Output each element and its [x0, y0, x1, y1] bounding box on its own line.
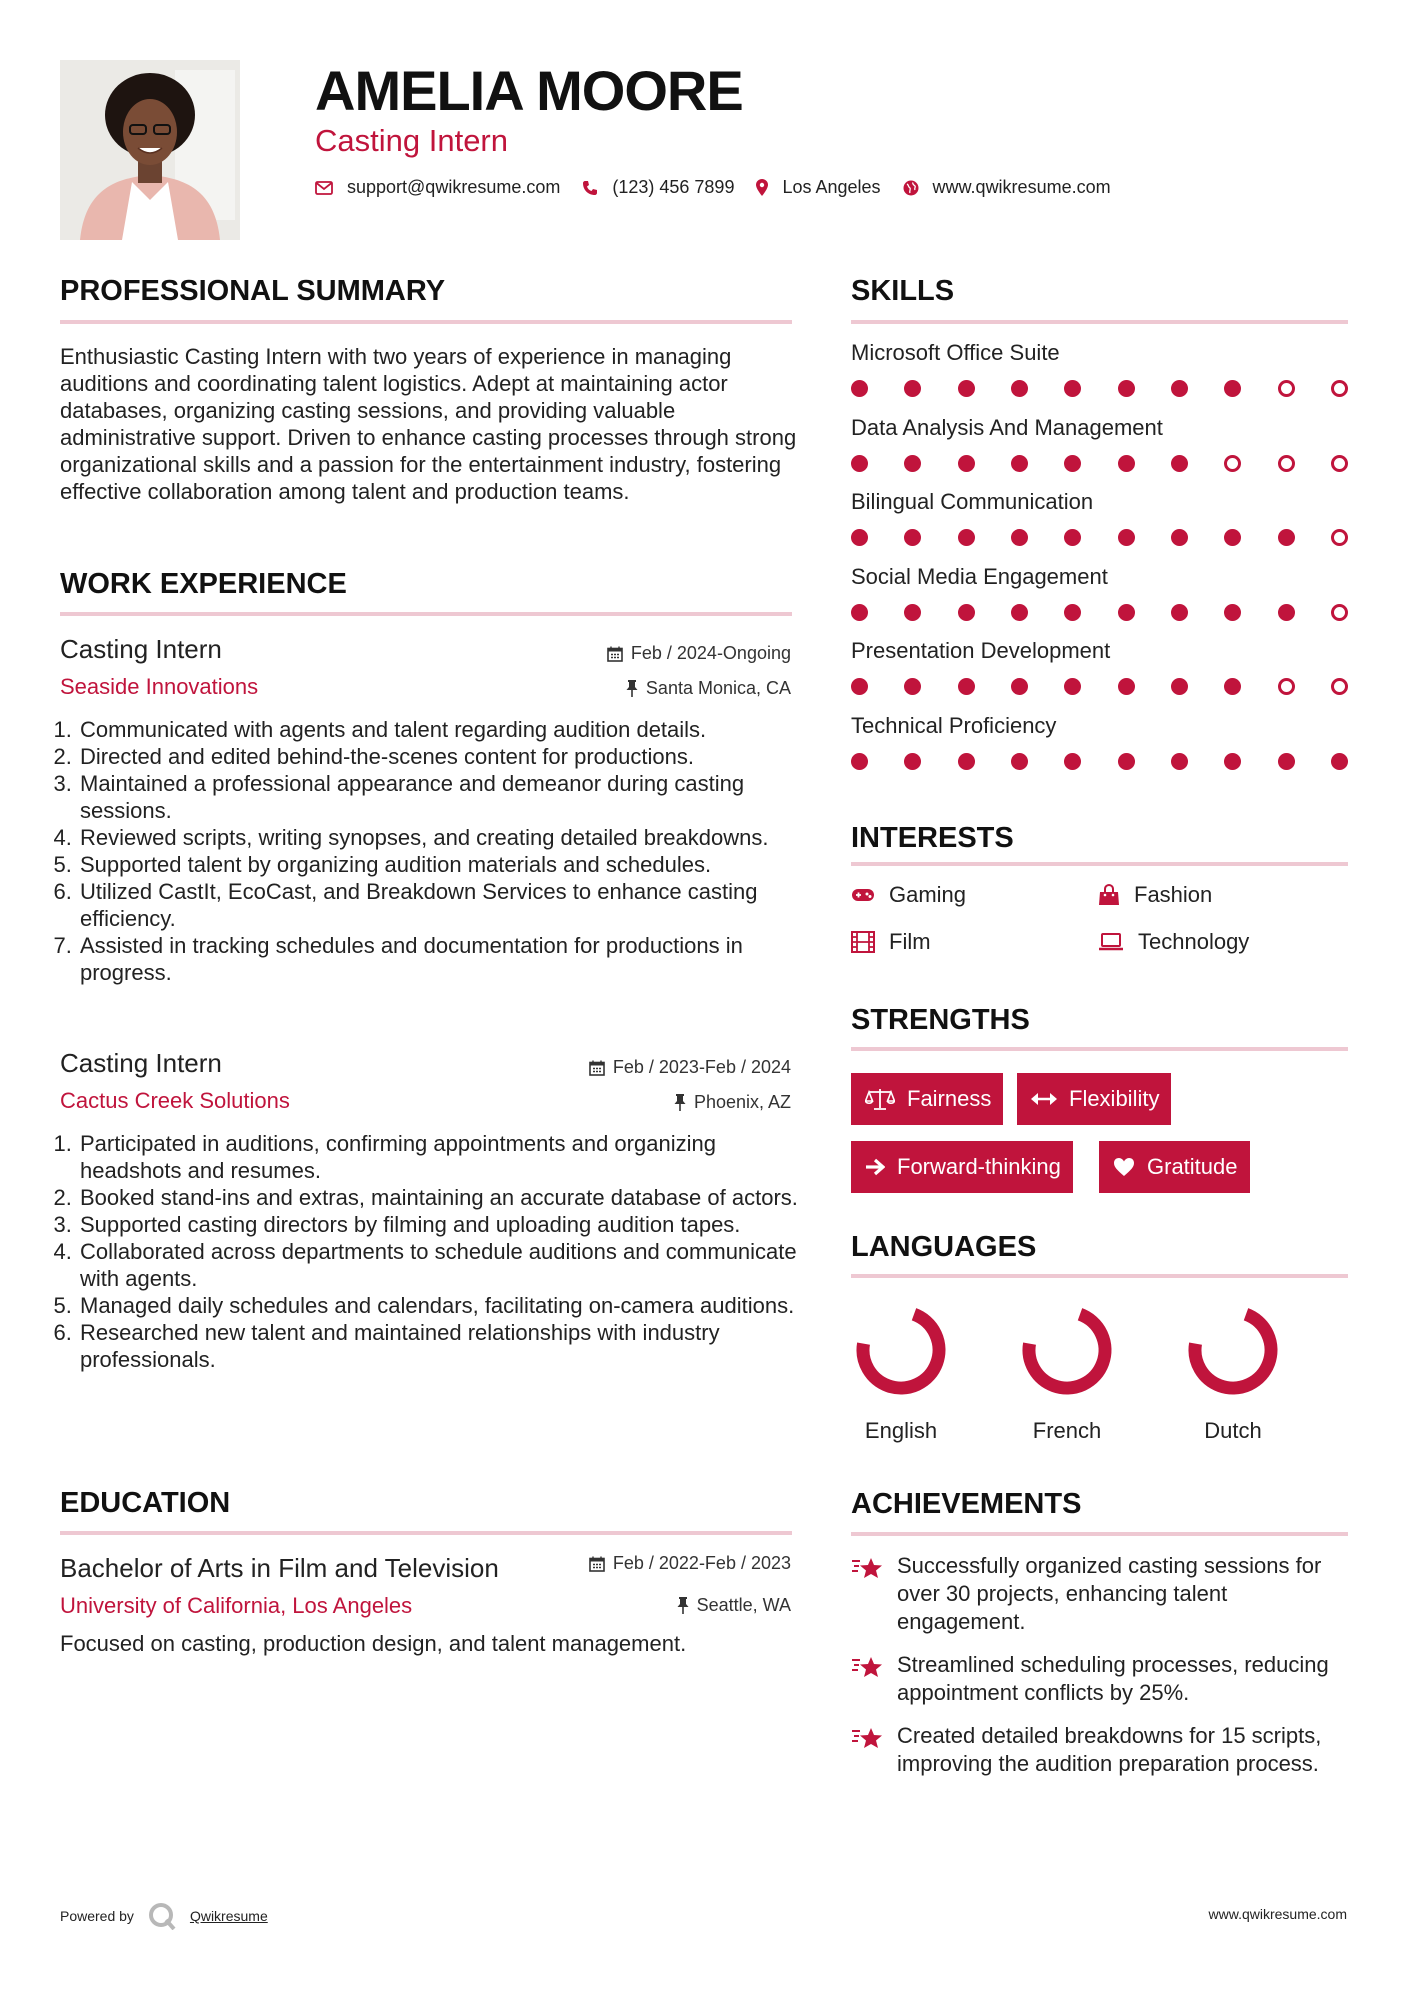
- pushpin-icon: [677, 1597, 689, 1614]
- achievement-text: Streamlined scheduling processes, reducing appointment conflicts by 25%.: [897, 1652, 1329, 1705]
- job-1-dates-text: Feb / 2024-Ongoing: [630, 643, 791, 663]
- heart-icon: [1113, 1157, 1135, 1177]
- achievement-text: Created detailed breakdowns for 15 scripts, improving the audition preparation process.: [897, 1723, 1322, 1776]
- list-item: 6. Utilized CastIt, EcoCast, and Breakdown Services to enhance casting efficiency.: [78, 878, 800, 932]
- rating-dot-filled: [1118, 678, 1135, 695]
- list-item: 2. Directed and edited behind-the-scenes content for productions.: [78, 743, 800, 770]
- contact-email-text: support@qwikresume.com: [347, 177, 561, 197]
- skills-heading: SKILLS: [851, 275, 955, 307]
- skill-name: Social Media Engagement: [851, 563, 1108, 589]
- rating-dot-filled: [1011, 678, 1028, 695]
- rating-dot-filled: [1011, 380, 1028, 397]
- rating-dot-filled: [958, 455, 975, 472]
- skills-rule: [851, 320, 1348, 324]
- language-proficiency-arc: [1184, 1301, 1281, 1398]
- skill-name: Data Analysis And Management: [851, 414, 1163, 440]
- language-proficiency-ring: [851, 1300, 951, 1400]
- language-proficiency-arc: [1018, 1301, 1115, 1398]
- map-pin-icon: [756, 179, 768, 196]
- rating-dot-filled: [851, 753, 868, 770]
- education-description: Focused on casting, production design, and talent management.: [60, 1631, 687, 1656]
- brand-link[interactable]: Qwikresume: [189, 1908, 268, 1924]
- interests-rule: [851, 862, 1348, 866]
- rating-dot-filled: [851, 604, 868, 621]
- arrow-right-icon: [865, 1158, 885, 1176]
- pushpin-icon: [626, 680, 638, 697]
- rating-dot-filled: [1064, 529, 1081, 546]
- contact-phone[interactable]: [582, 177, 734, 198]
- language-proficiency-ring: [1017, 1300, 1117, 1400]
- rating-dot-filled: [1171, 753, 1188, 770]
- school-name: University of California, Los Angeles: [60, 1593, 413, 1618]
- contact-location: [756, 177, 880, 198]
- job-1-location: [626, 678, 791, 699]
- footer-website[interactable]: www.qwikresume.com: [1208, 1906, 1347, 1922]
- strength-label: Gratitude: [1147, 1154, 1238, 1179]
- rating-dot-filled: [1064, 380, 1081, 397]
- rating-dot-filled: [851, 455, 868, 472]
- footer-branding: [60, 1902, 268, 1930]
- interest-fashion: [1098, 882, 1212, 908]
- rating-dot-filled: [1224, 753, 1241, 770]
- rating-dot-filled: [1118, 529, 1135, 546]
- shooting-star-icon: [851, 1653, 885, 1681]
- rating-dot-filled: [1224, 529, 1241, 546]
- rating-dot-filled: [1118, 380, 1135, 397]
- language-proficiency-ring: [1183, 1300, 1283, 1400]
- degree-title: Bachelor of Arts in Film and Television: [60, 1553, 499, 1583]
- shooting-star-icon: [851, 1554, 885, 1582]
- contact-website[interactable]: [903, 177, 1111, 198]
- list-item: 3. Maintained a professional appearance and demeanor during casting sessions.: [78, 770, 800, 824]
- achievement-2: [851, 1651, 1351, 1707]
- gamepad-icon: [851, 887, 875, 903]
- job-1-title: Casting Intern: [60, 634, 222, 664]
- contact-website-text: www.qwikresume.com: [932, 177, 1111, 197]
- rating-dot-filled: [1171, 529, 1188, 546]
- rating-dot-filled: [1118, 455, 1135, 472]
- candidate-name: AMELIA MOORE: [315, 59, 743, 122]
- rating-dot-filled: [1278, 529, 1295, 546]
- rating-dot-filled: [904, 678, 921, 695]
- interest-label: Gaming: [889, 882, 967, 907]
- strengths-rule: [851, 1047, 1348, 1051]
- rating-dot-filled: [1224, 380, 1241, 397]
- rating-dot-filled: [1331, 753, 1348, 770]
- rating-dot-filled: [958, 753, 975, 770]
- interest-label: Fashion: [1134, 882, 1213, 907]
- summary-rule: [60, 320, 792, 324]
- strength-label: Forward-thinking: [897, 1154, 1061, 1179]
- arrows-horizontal-icon: [1031, 1092, 1057, 1106]
- rating-dot-filled: [1118, 753, 1135, 770]
- rating-dot-filled: [1278, 604, 1295, 621]
- language-item: [992, 1300, 1142, 1444]
- job-1-dates: [607, 643, 791, 664]
- job-2-location-text: Phoenix, AZ: [693, 1092, 791, 1112]
- rating-dot-filled: [958, 380, 975, 397]
- contact-location-text: Los Angeles: [782, 177, 881, 197]
- rating-dot-filled: [1171, 604, 1188, 621]
- contact-phone-text: (123) 456 7899: [612, 177, 735, 197]
- job-2-company: Cactus Creek Solutions: [60, 1088, 290, 1113]
- interests-heading: INTERESTS: [851, 822, 1014, 854]
- skill-rating: [851, 529, 1348, 546]
- candidate-role: Casting Intern: [315, 123, 508, 158]
- list-item: 4. Reviewed scripts, writing synopses, and creating detailed breakdowns.: [78, 824, 800, 851]
- summary-text: Enthusiastic Casting Intern with two years of experience in managing auditions and coordinating talent logistics. Adept at maintaining actor databases, organizing casting sessions, and providing valuable administrative support. Driven to enhance casting processes through strong organizational skills and a passion for the entertainment industry, fostering effective collaboration among talent and production teams.: [60, 344, 797, 504]
- education-rule: [60, 1531, 792, 1535]
- calendar-icon: [607, 646, 623, 662]
- skill-name: Technical Proficiency: [851, 713, 1057, 738]
- job-2-bullets: [60, 1130, 800, 1373]
- skill-name: Microsoft Office Suite: [851, 340, 1060, 365]
- skill-rating: [851, 678, 1348, 695]
- rating-dot-filled: [1064, 753, 1081, 770]
- list-item: 5. Managed daily schedules and calendars, facilitating on-camera auditions.: [78, 1292, 800, 1319]
- experience-heading: WORK EXPERIENCE: [60, 568, 347, 600]
- achievements-heading: ACHIEVEMENTS: [851, 1488, 1082, 1520]
- envelope-icon: [315, 181, 333, 195]
- strength-label: Fairness: [907, 1086, 992, 1111]
- strengths-heading: STRENGTHS: [851, 1004, 1030, 1036]
- languages-rule: [851, 1274, 1348, 1278]
- rating-dot-filled: [851, 380, 868, 397]
- rating-dot-filled: [1011, 604, 1028, 621]
- rating-dot-empty: [1278, 455, 1295, 472]
- rating-dot-filled: [1278, 753, 1295, 770]
- shooting-star-icon: [851, 1724, 885, 1752]
- rating-dot-empty: [1224, 455, 1241, 472]
- rating-dot-filled: [904, 753, 921, 770]
- education-location-text: Seattle, WA: [696, 1595, 791, 1615]
- rating-dot-filled: [851, 529, 868, 546]
- rating-dot-filled: [904, 380, 921, 397]
- job-2-title: Casting Intern: [60, 1048, 222, 1078]
- rating-dot-filled: [851, 678, 868, 695]
- list-item: 6. Researched new talent and maintained relationships with industry professionals.: [78, 1319, 800, 1373]
- summary-heading: PROFESSIONAL SUMMARY: [60, 275, 446, 307]
- rating-dot-filled: [1224, 604, 1241, 621]
- rating-dot-filled: [1011, 455, 1028, 472]
- calendar-icon: [589, 1556, 605, 1572]
- rating-dot-empty: [1331, 529, 1348, 546]
- job-2-dates: [589, 1057, 791, 1078]
- scale-icon: [865, 1087, 895, 1111]
- list-item: 1. Communicated with agents and talent regarding audition details.: [78, 716, 800, 743]
- language-item: [826, 1300, 976, 1444]
- globe-icon: [903, 180, 919, 196]
- language-item: [1158, 1300, 1308, 1444]
- job-1-company: Seaside Innovations: [60, 674, 259, 699]
- rating-dot-filled: [1171, 678, 1188, 695]
- rating-dot-filled: [904, 529, 921, 546]
- skill-name: Bilingual Communication: [851, 489, 1094, 515]
- achievement-3: [851, 1722, 1351, 1778]
- education-location: [677, 1595, 791, 1616]
- film-icon: [851, 931, 875, 953]
- rating-dot-filled: [958, 678, 975, 695]
- list-item: 1. Participated in auditions, confirming appointments and organizing headshots and resumes.: [78, 1130, 800, 1184]
- calendar-icon: [589, 1060, 605, 1076]
- contact-bar: [315, 177, 1133, 198]
- interest-label: Film: [889, 929, 931, 954]
- rating-dot-filled: [1171, 455, 1188, 472]
- rating-dot-filled: [1064, 455, 1081, 472]
- contact-email[interactable]: [315, 177, 560, 198]
- interest-film: [851, 929, 931, 955]
- rating-dot-filled: [1011, 753, 1028, 770]
- job-2-dates-text: Feb / 2023-Feb / 2024: [612, 1057, 791, 1077]
- interest-label: Technology: [1138, 929, 1250, 954]
- rating-dot-filled: [1171, 380, 1188, 397]
- language-name: English: [864, 1418, 938, 1443]
- shopping-bag-icon: [1098, 884, 1120, 906]
- achievements-rule: [851, 1532, 1348, 1536]
- rating-dot-filled: [1224, 678, 1241, 695]
- rating-dot-filled: [904, 455, 921, 472]
- rating-dot-empty: [1331, 678, 1348, 695]
- education-dates: [589, 1553, 791, 1574]
- skill-rating: [851, 380, 1348, 397]
- achievement-text: Successfully organized casting sessions for over 30 projects, enhancing talent engagement.: [897, 1553, 1322, 1634]
- rating-dot-filled: [1118, 604, 1135, 621]
- rating-dot-filled: [958, 529, 975, 546]
- strength-gratitude: [1099, 1141, 1250, 1193]
- rating-dot-empty: [1278, 380, 1295, 397]
- job-1-location-text: Santa Monica, CA: [645, 678, 791, 698]
- rating-dot-empty: [1331, 455, 1348, 472]
- languages-heading: LANGUAGES: [851, 1231, 1037, 1263]
- phone-icon: [582, 180, 598, 196]
- job-2-location: [674, 1092, 791, 1113]
- rating-dot-filled: [1064, 678, 1081, 695]
- skill-rating: [851, 455, 1348, 472]
- pushpin-icon: [674, 1094, 686, 1111]
- list-item: 2. Booked stand-ins and extras, maintaining an accurate database of actors.: [78, 1184, 800, 1211]
- rating-dot-empty: [1278, 678, 1295, 695]
- strength-label: Flexibility: [1069, 1086, 1160, 1111]
- skill-rating: [851, 604, 1348, 621]
- rating-dot-filled: [958, 604, 975, 621]
- rating-dot-filled: [904, 604, 921, 621]
- list-item: 4. Collaborated across departments to schedule auditions and communicate with agents.: [78, 1238, 800, 1292]
- job-1-bullets: [60, 716, 800, 986]
- strength-flexibility: [1017, 1073, 1171, 1125]
- interest-technology: [1098, 929, 1249, 955]
- list-item: 7. Assisted in tracking schedules and documentation for productions in progress.: [78, 932, 800, 986]
- list-item: 3. Supported casting directors by filming and uploading audition tapes.: [78, 1211, 800, 1238]
- laptop-icon: [1098, 932, 1124, 952]
- qwikresume-logo-icon: [148, 1902, 176, 1930]
- list-item: 5. Supported talent by organizing audition materials and schedules.: [78, 851, 800, 878]
- profile-photo: [60, 60, 240, 240]
- skill-rating: [851, 753, 1348, 770]
- skill-name: Presentation Development: [851, 638, 1111, 664]
- experience-rule: [60, 612, 792, 616]
- powered-by-text: Powered by: [60, 1908, 134, 1924]
- interest-gaming: [851, 882, 966, 908]
- achievement-1: [851, 1552, 1351, 1636]
- rating-dot-empty: [1331, 380, 1348, 397]
- language-proficiency-arc: [852, 1301, 949, 1398]
- rating-dot-filled: [1011, 529, 1028, 546]
- language-name: Dutch: [1204, 1418, 1262, 1443]
- rating-dot-filled: [1064, 604, 1081, 621]
- rating-dot-empty: [1331, 604, 1348, 621]
- education-heading: EDUCATION: [60, 1487, 231, 1519]
- education-dates-text: Feb / 2022-Feb / 2023: [612, 1553, 791, 1573]
- strength-forward-thinking: [851, 1141, 1073, 1193]
- language-name: French: [1032, 1418, 1102, 1443]
- strength-fairness: [851, 1073, 1003, 1125]
